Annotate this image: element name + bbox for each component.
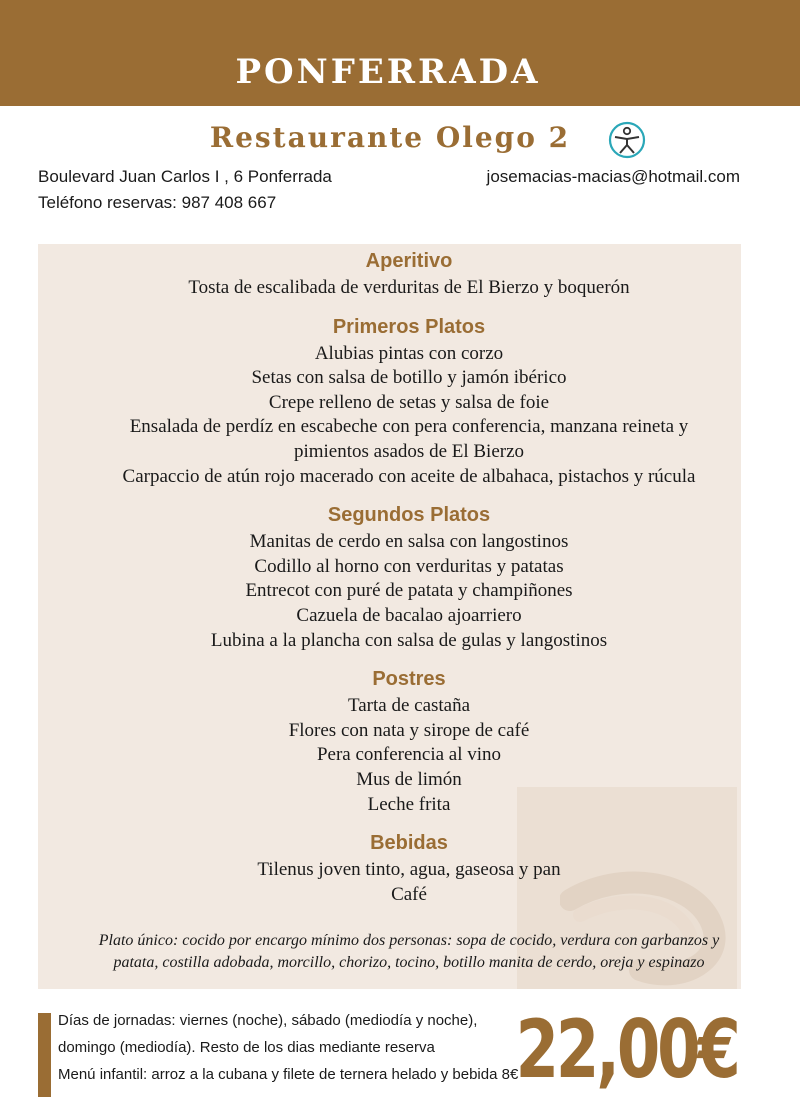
footer-line: Menú infantil: arroz a la cubana y filete de ternera helado y bebida 8€ (58, 1066, 519, 1083)
contact-email[interactable]: josemacias-macias@hotmail.com (486, 167, 740, 186)
dish-item: Café (391, 883, 427, 905)
dish-item: Tosta de escalibada de verduritas de El Bierzo y boquerón (188, 277, 630, 298)
footer-accent-bar (38, 1013, 51, 1097)
section-heading: Bebidas (370, 832, 448, 855)
restaurant-name: Restaurante Olego 2 (209, 121, 571, 154)
dish-item: Flores con nata y sirope de café (288, 719, 530, 741)
section-heading: Postres (372, 668, 446, 691)
dish-item: Manitas de cerdo en salsa con langostinos (249, 531, 569, 553)
note-line: Plato único: cocido por encargo mínimo dos personas: sopa de cocido, verdura con garbanzos y (98, 932, 720, 949)
dish-item: Mus de limón (356, 768, 462, 790)
footer-line: Días de jornadas: viernes (noche), sábado (mediodía y noche), (58, 1012, 478, 1029)
dish-item: Tarta de castaña (347, 695, 471, 717)
section-heading: Aperitivo (365, 250, 453, 272)
dish-item: Pera conferencia al vino (316, 744, 502, 766)
note-line: patata, costilla adobada, morcillo, chorizo, tocino, botillo manita de cerdo, oreja y espinazo (113, 954, 705, 971)
dish-item: Carpaccio de atún rojo macerado con aceite de albahaca, pistachos y rúcula (122, 465, 696, 487)
dish-item: Cazuela de bacalao ajoarriero (296, 604, 522, 626)
menu-section-segundos (38, 500, 780, 653)
dish-item: Entrecot con puré de patata y champiñones (245, 580, 573, 602)
menu-content (38, 246, 780, 918)
menu-section-postres (38, 664, 780, 817)
section-heading: Primeros Platos (332, 315, 486, 338)
footer-info (58, 1007, 538, 1088)
plato-unico-note (38, 930, 780, 974)
menu-price: 22,00€ (515, 1003, 738, 1096)
dish-item: Alubias pintas con corzo (314, 342, 504, 364)
reservation-phone: Teléfono reservas: 987 408 667 (38, 193, 277, 212)
menu-section-aperitivo (38, 246, 780, 301)
dish-item: Codillo al horno con verduritas y patatas (254, 555, 564, 577)
menu-section-bebidas (38, 828, 780, 907)
dish-item: Tilenus joven tinto, agua, gaseosa y pan (257, 859, 561, 881)
restaurant-address: Boulevard Juan Carlos I , 6 Ponferrada (38, 167, 332, 186)
dish-item: Ensalada de perdíz en escabeche con pera conferencia, manzana reineta y (129, 416, 689, 438)
dish-item: pimientos asados de El Bierzo (293, 440, 525, 462)
dish-item: Leche frita (367, 793, 451, 815)
dish-item: Setas con salsa de botillo y jamón ibérico (251, 367, 567, 389)
footer-line: domingo (mediodía). Resto de los dias mediante reserva (58, 1039, 435, 1056)
accessibility-icon (607, 120, 647, 160)
section-heading: Segundos Platos (327, 504, 491, 527)
dish-item: Lubina a la plancha con salsa de gulas y langostinos (210, 629, 608, 651)
city-title: PONFERRADA (235, 52, 541, 92)
dish-item: Crepe relleno de setas y salsa de foie (268, 391, 550, 413)
menu-section-primeros (38, 312, 780, 490)
